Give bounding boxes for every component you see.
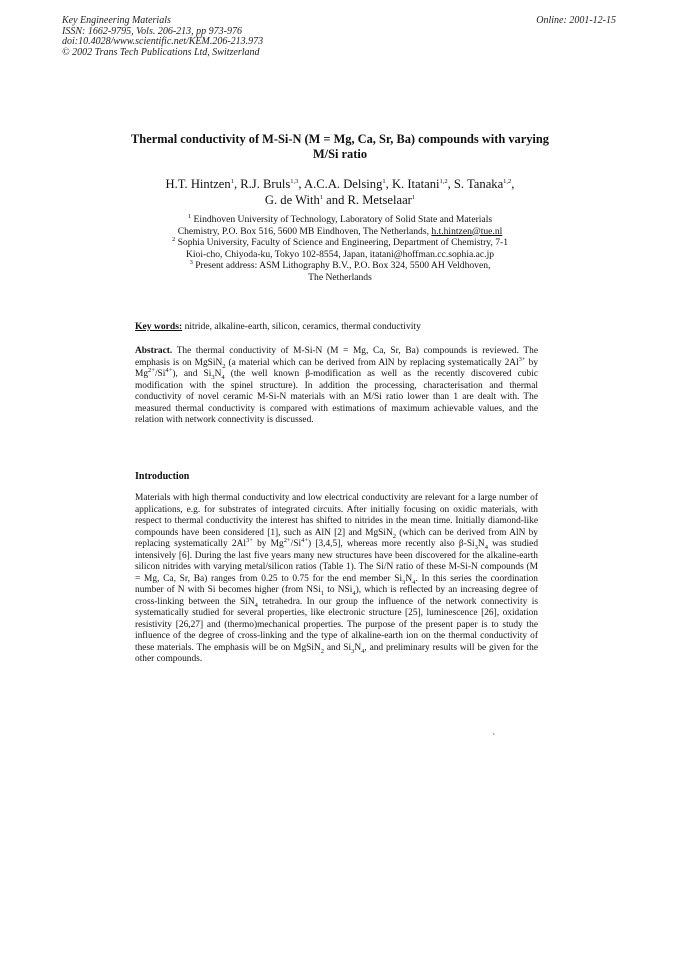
abstract-text: (a material which can be derived from AlN by replacing systematically 2Al [225, 357, 519, 368]
abstract-text: by Mg [135, 357, 539, 379]
journal-name: Key Engineering Materials [62, 15, 171, 26]
copyright-line: © 2002 Trans Tech Publications Ltd, Switzerland [62, 46, 260, 58]
superscript: 2+ [148, 366, 155, 374]
subscript: 2 [222, 362, 226, 370]
abstract-text: ), and Si [172, 369, 212, 379]
affiliation-text: Kioi-cho, Chiyoda-ku, Tokyo 102-8554, Japan, itatani@hoffman.cc.sophia.ac.jp [185, 248, 495, 260]
paragraph-text: /Si [290, 539, 302, 549]
affiliation-marker: 1 [382, 177, 386, 185]
affiliation-text: Present address: ASM Lithography B.V., P.O. Box 324, 5500 AH Veldhoven, [192, 260, 491, 272]
subscript: 3 [474, 543, 478, 551]
affiliation-marker: 1 [319, 193, 324, 201]
superscript: 4+ [165, 366, 173, 374]
introduction-body [135, 493, 538, 666]
paragraph-text: Materials with high thermal conductivity and low electrical conductivity are relevant for a large number of applications, e.g. for substrates of integrated circuits. After initially focusing on oxidic materials, with respect to thermal conductivity the interest has shifted to nitrides in the mean time. Initially diamond-like compounds have been considered [1], such as AlN [2] and MgSiN [135, 493, 538, 538]
affiliation-text: Sophia University, Faculty of Science and Engineering, Department of Chemistry, 7-1 [175, 237, 509, 249]
journal-header [62, 16, 263, 58]
affiliation-number: 3 [189, 259, 193, 267]
paper-title: Thermal conductivity of M-Si-N (M = Mg, Ca, Sr, Ba) compounds with varying M/Si ratio [131, 132, 549, 161]
affiliations [110, 214, 570, 284]
author-name: , K. Itatani [385, 177, 440, 191]
affiliation-marker: 1 [230, 177, 234, 185]
abstract-label: Abstract. [135, 346, 173, 356]
author-name: , R.J. Bruls [233, 177, 291, 191]
paragraph-text: to NSi [324, 585, 353, 595]
issn-line: ISSN: 1662-9795, Vols. 206-213, pp 973-976 [62, 25, 242, 37]
abstract-text: /Si [154, 369, 166, 379]
paragraph-text: was studied intensively [6]. During the last five years many new structures have been discovered for the alkaline-earth silicon nitrides with varying metal/silicon ratios (Table 1). The Si/N ratio of these M-Si-N compounds (M = Mg, Ca, Sr, Ba) ranges from 0.25 to 0.75 for the end member Si [135, 539, 539, 584]
abstract-text: N [214, 369, 222, 379]
subscript: 3 [351, 647, 355, 655]
affiliation-marker: 1,2 [503, 177, 512, 185]
affiliation-text: The Netherlands [308, 271, 372, 283]
introduction-heading: Introduction [135, 471, 190, 482]
affiliation-marker: 1,2 [439, 177, 448, 185]
abstract-text: The thermal conductivity of M-Si-N (M = Mg, Ca, Sr, Ba) compounds is reviewed. The emphasis is on MgSiN [135, 346, 538, 368]
subscript: 2 [320, 647, 324, 655]
paragraph-text: (which can be derived from AlN by replacing systematically 2Al [135, 527, 538, 549]
subscript: 4 [361, 647, 365, 655]
subscript: 4 [484, 543, 488, 551]
abstract [135, 346, 538, 427]
online-date: Online: 2001-12-15 [536, 15, 616, 26]
paragraph-text: ) [3,4,5], whereas more recently also β-Si [308, 539, 475, 549]
paragraph-text: N [354, 642, 362, 653]
superscript: 3+ [245, 536, 253, 544]
affiliation-marker: 1 [411, 193, 416, 201]
subscript: 3 [211, 373, 215, 381]
paragraph-text: and Si [323, 642, 352, 653]
affiliation-number: 1 [187, 212, 192, 220]
keywords-label: Key words: [135, 321, 183, 332]
subscript: 3 [402, 578, 406, 586]
superscript: 3+ [518, 355, 526, 363]
superscript: 4+ [301, 536, 308, 544]
subscript: 4 [221, 373, 225, 381]
affiliation-text: Eindhoven University of Technology, Laboratory of Solid State and Materials [191, 214, 493, 225]
paragraph-text: . In this series the coordination number of N with Si becomes higher (from NSi [135, 573, 538, 595]
keywords-text: nitride, alkaline-earth, silicon, ceramics, thermal conductivity [182, 321, 421, 332]
paragraph-text: N [405, 573, 413, 584]
stray-mark: ` [492, 733, 496, 744]
subscript: 2 [392, 532, 396, 540]
subscript: 4 [412, 578, 416, 586]
paragraph-text: N [477, 539, 485, 549]
author-list: H.T. Hintzen$^1$, R.J. Bruls$^{1,3}$, A.C.A. Delsing$^1$, K. Itatani$^{1,2}$, S. Tanaka$^{1,2}$, G. de With$^1$ and R. Metselaar$^1$ [165, 177, 515, 207]
author-name: H.T. Hintzen [165, 177, 231, 191]
affiliation-number: 2 [171, 236, 176, 243]
keywords [135, 321, 421, 332]
subscript: 1 [320, 589, 325, 597]
author-name: G. de With [264, 193, 320, 207]
affiliation-marker: 1,3 [290, 177, 299, 185]
email-link[interactable]: h.t.hintzen@tue.nl [431, 225, 503, 237]
paragraph-text: ), which is reflected by an increasing degree of cross-linking between the SiN [135, 585, 538, 607]
author-name: , A.C.A. Delsing [298, 177, 383, 191]
author-name: , S. Tanaka [447, 177, 504, 191]
paragraph-text: tetrahedra. In our group the influence of the network connectivity is systematically studied for several properties, like electronic structure [25], luminescence [26], oxidation resistivity [26,27] and (thermo)mechanical properties. The purpose of the present paper is to study the influence of the degree of cross-linking and the type of alkaline-earth ion on the thermal conductivity of these materials. The emphasis will be on MgSiN [135, 596, 538, 653]
doi-line: doi:10.4028/www.scientific.net/KEM.206-213.973 [62, 36, 264, 47]
author-name: and R. Metselaar [323, 193, 412, 207]
paragraph-text: , and preliminary results will be given for the other compounds. [135, 642, 539, 664]
affiliation-text: Chemistry, P.O. Box 516, 5600 MB Eindhoven, The Netherlands, [177, 225, 432, 237]
superscript: 2+ [283, 536, 291, 544]
subscript: 4 [352, 589, 356, 597]
abstract-text: (the well known β-modification as well as the recently discovered cubic modification with the spinel structure). In addition the processing, characterisation and thermal conductivity of novel ceramic M-Si-N materials with an M/Si ratio lower than 1 are dealt with. The measured thermal conductivity is compared with estimations of maximum achievable values, and the relation with network connectivity is discussed. [135, 369, 538, 425]
paragraph-text: by Mg [252, 539, 284, 549]
subscript: 4 [254, 601, 258, 609]
